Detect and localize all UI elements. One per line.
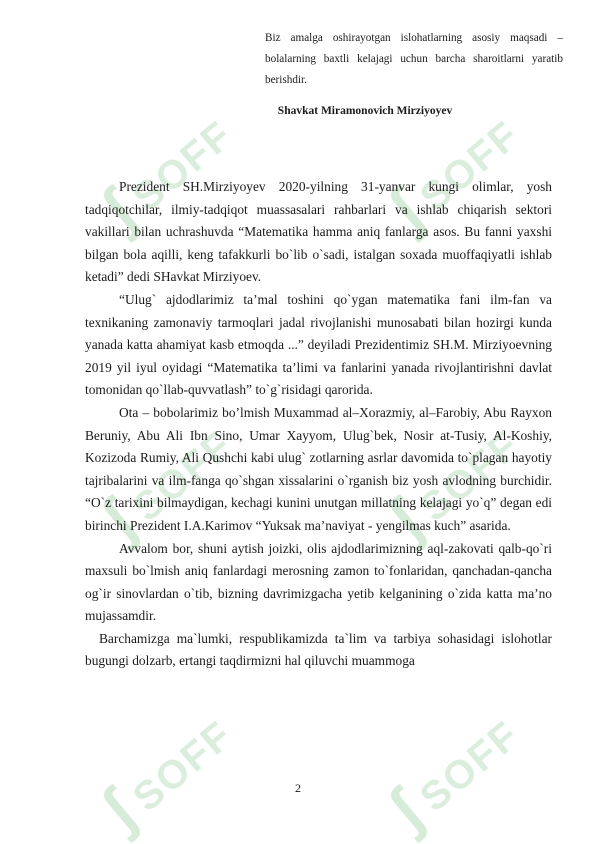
epigraph-author: Shavkat Miramonovich Mirziyoyev [277, 105, 453, 117]
soff-logo-icon: ʃ [375, 176, 438, 244]
document-body [85, 176, 552, 673]
watermark-logo: ʃSOFF [88, 112, 242, 244]
watermark-logo: ʃSOFF [375, 112, 529, 244]
watermark-logo: ʃSOFF [375, 712, 529, 844]
soff-logo-icon: ʃ [88, 486, 151, 554]
watermark-logo: ʃSOFF [88, 712, 242, 844]
paragraph: “Ulug` ajdodlarimiz ta’mal toshini qo`ygan matematika fani ilm-fan va texnikaning zamonaviy tarmoqlari jadal rivojlanishi munosabati bilan hozirgi kunda yanada katta ahamiyat kasb etmoqda ...” deyiladi Prezidentimiz SH.M. Mirziyoevning 2019 yil iyul oyidagi “Matematika ta’limi va fanlarini yanada rivojlantirishni davlat tomonidan qo`llab-quvvatlash” to`g`risidagi qarorida. [85, 291, 552, 398]
paragraph: Avvalom bor, shuni aytish joizki, olis ajdodlarimizning aql-zakovati qalb-qo`ri maxsuli bo`lmish aniq fanlardagi merosning zamon to`fonlaridan, qanchadan-qancha og`ir sinovlardan o`tib, bizning davrimizgacha yetib kelganining o`zida katta ma’no mujassamdir. [85, 540, 552, 624]
soff-logo-icon: ʃ [88, 776, 151, 844]
epigraph-quote: Biz amalga oshirayotgan islohatlarning asosiy maqsadi – bolalarning baxtli kelajagi uchun barcha sharoitlarni yaratib berishdir. [265, 32, 563, 86]
watermark-logo: ʃSOFF [88, 422, 242, 554]
watermark-logo: ʃSOFF [375, 422, 529, 554]
paragraph: Prezident SH.Mirziyoyev 2020-yilning 31-yanvar kungi olimlar, yosh tadqiqotchilar, ilmiy-tadqiqot muassasalari rahbarlari va ishlab chiqarish sektori vakillari bilan uchrashuvda “Matematika hamma aniq fanlarga asos. Bu fanni yaxshi bilgan bola aqilli, keng tafakkurli bo`lib o`sadi, istalgan soxada muoffaqiyatli ishlab ketadi” dedi SHavkat Mirziyoev. [85, 179, 552, 285]
paragraph: Barchamizga ma`lumki, respublikamizda ta`lim va tarbiya sohasidagi islohotlar bugungi dolzarb, ertangi taqdirmizni hal qiluvchi muammoga [85, 630, 552, 669]
soff-logo-icon: ʃ [375, 776, 438, 844]
paragraph: Ota – bobolarimiz bo’lmish Muxammad al–Xorazmiy, al–Farobiy, Abu Rayxon Beruniy, Abu Ali Ibn Sino, Umar Xayyom, Ulug`bek, Nosir at-Tusiy, Al-Koshiy, Kozizoda Rumiy, Ali Qushchi kabi ulug` zotlarning asrlar davomida to`plagan hayotiy tajribalarini va ilm-fanga qo`shgan xissalarini o`rganish biz yosh avlodning burchidir. “O`z tarixini bilmaydigan, kechagi kunini unutgan millatning kelajagi yo`q” degan edi birinchi Prezident I.A.Karimov “Yuksak ma’naviyat - yengilmas kuch” asarida. [85, 404, 552, 533]
soff-logo-icon: ʃ [88, 176, 151, 244]
soff-logo-icon: ʃ [375, 486, 438, 554]
page-number: 2 [295, 781, 301, 795]
